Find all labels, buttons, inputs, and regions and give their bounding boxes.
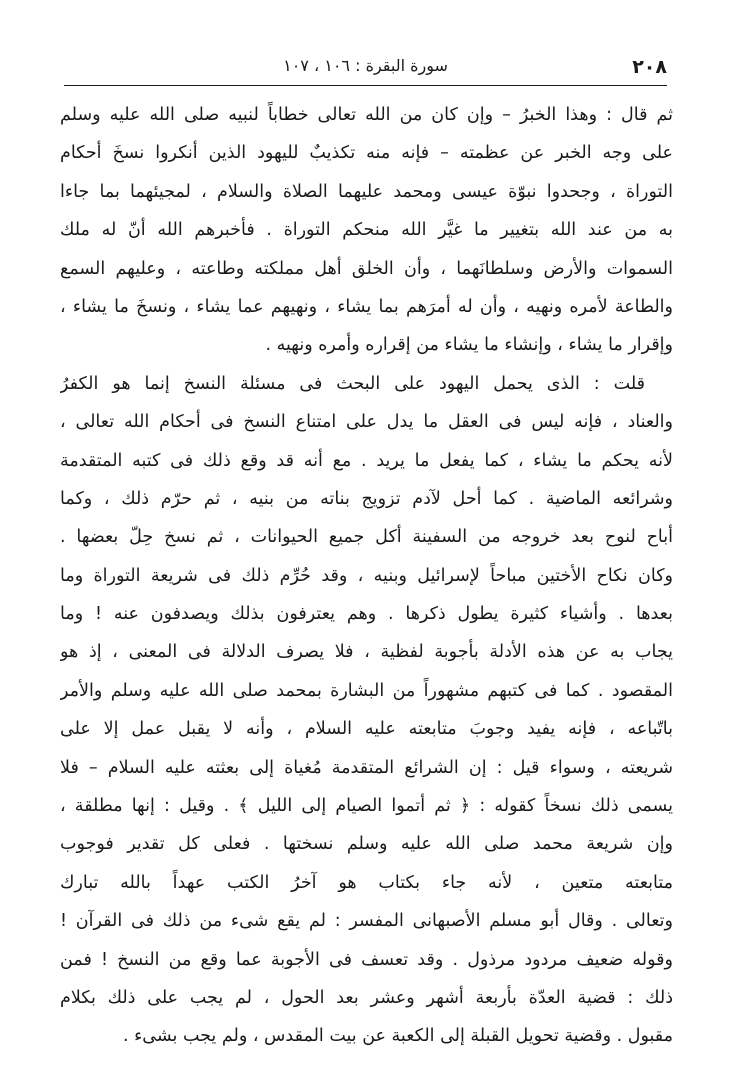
text-line: والعناد ، فإنه ليس فى العقل ما يدل على امتناع النسخ فى أحكام الله تعالى ، [60,412,673,433]
text-line: به من عند الله بتغيير ما غيَّر الله منحكم التوراة . فأخبرهم الله أنّ له ملك [60,220,673,241]
running-title: سورة البقرة : ١٠٦ ، ١٠٧ [283,56,448,75]
text-line: وإن شريعة محمد صلى الله عليه وسلم نسختها . فعلى كل تقدير فوجوب [60,834,673,855]
text-line: وكان نكاح الأختين مباحاً لإسرائيل وبنيه ، وقد حُرِّم ذلك فى شريعة التوراة وما [60,565,673,586]
text-line: ذلك : قضية العدّة بأربعة أشهر وعشر بعد الحول ، لم يجب على ذلك بكلام [60,987,673,1008]
text-line: والطاعة لأمره ونهيه ، وأن له أمرَهم بما يشاء ، ونهيهم عما يشاء ، ونسخَ ما يشاء ، [60,296,673,317]
text-line: المقصود . كما فى كتبهم مشهوراً من البشارة بمحمد صلى الله عليه وسلم والأمر [60,680,673,701]
text-line: وتعالى . وقال أبو مسلم الأصبهانى المفسر : لم يقع شىء من ذلك فى القرآن ! [60,911,673,932]
text-line: وإقرار ما يشاء ، وإنشاء ما يشاء من إقراره وأمره ونهيه . [265,335,673,356]
text-line: وشرائعه الماضية . كما أحل لآدم تزويج بناته من بنيه ، ثم حرّم ذلك ، وكما [60,488,673,509]
text-line: قلت : الذى يحمل اليهود على البحث فى مسئلة النسخ إنما هو الكفرُ [60,373,645,394]
text-line: يسمى ذلك نسخاً كقوله : ﴿ ثم أتموا الصيام إلى الليل ﴾ . وقيل : إنها مطلقة ، [60,796,673,817]
text-line: شريعته ، وسواء قيل : إن الشرائع المتقدمة مُغياة إلى بعثته عليه السلام – فلا [60,757,673,778]
text-line: باتّباعه ، فإنه يفيد وجوبَ متابعته عليه السلام ، وأنه لا يقبل عمل إلا على [60,719,673,740]
page-header [64,52,667,86]
text-line: على وجه الخبر عن عظمته – فإنه منه تكذيبٌ لليهود الذين أنكروا نسخَ أحكام [60,143,673,164]
text-line: أباح لنوح بعد خروجه من السفينة أكل جميع الحيوانات ، ثم نسخ حِلّ بعضها . [60,527,673,548]
text-line: ثم قال : وهذا الخبرُ – وإن كان من الله تعالى خطاباً لنبيه صلى الله عليه وسلم [60,105,673,125]
body-text [60,96,673,1056]
header-rule [64,85,667,86]
text-line: وقوله ضعيف مردود مرذول . وقد تعسف فى الأجوبة عما وقع من النسخ ! فمن [60,949,673,970]
text-line: التوراة ، وجحدوا نبوّة عيسى ومحمد عليهما الصلاة والسلام ، لمجيئهما بما جاءا [60,181,673,202]
text-line: متابعته متعين ، لأنه جاء بكتاب هو آخرُ الكتب عهداً بالله تبارك [60,872,673,893]
text-line: بعدها . وأشياء كثيرة يطول ذكرها . وهم يعترفون بذلك ويصدفون عنه ! وما [60,604,673,625]
text-line: يجاب به عن هذه الأدلة بأجوبة لفظية ، فلا يصرف الدلالة فى المعنى ، إذ هو [60,642,673,663]
text-line: لأنه يحكم ما يشاء ، كما يفعل ما يريد . مع أنه قد وقع ذلك فى كتبه المتقدمة [60,450,673,471]
text-line: مقبول . وقضية تحويل القبلة إلى الكعبة عن بيت المقدس ، ولم يجب بشىء . [122,1026,673,1047]
text-line: السموات والأرض وسلطانَهما ، وأن الخلق أهل مملكته وطاعته ، وعليهم السمع [60,258,673,279]
page-number: ٢٠٨ [632,56,667,78]
